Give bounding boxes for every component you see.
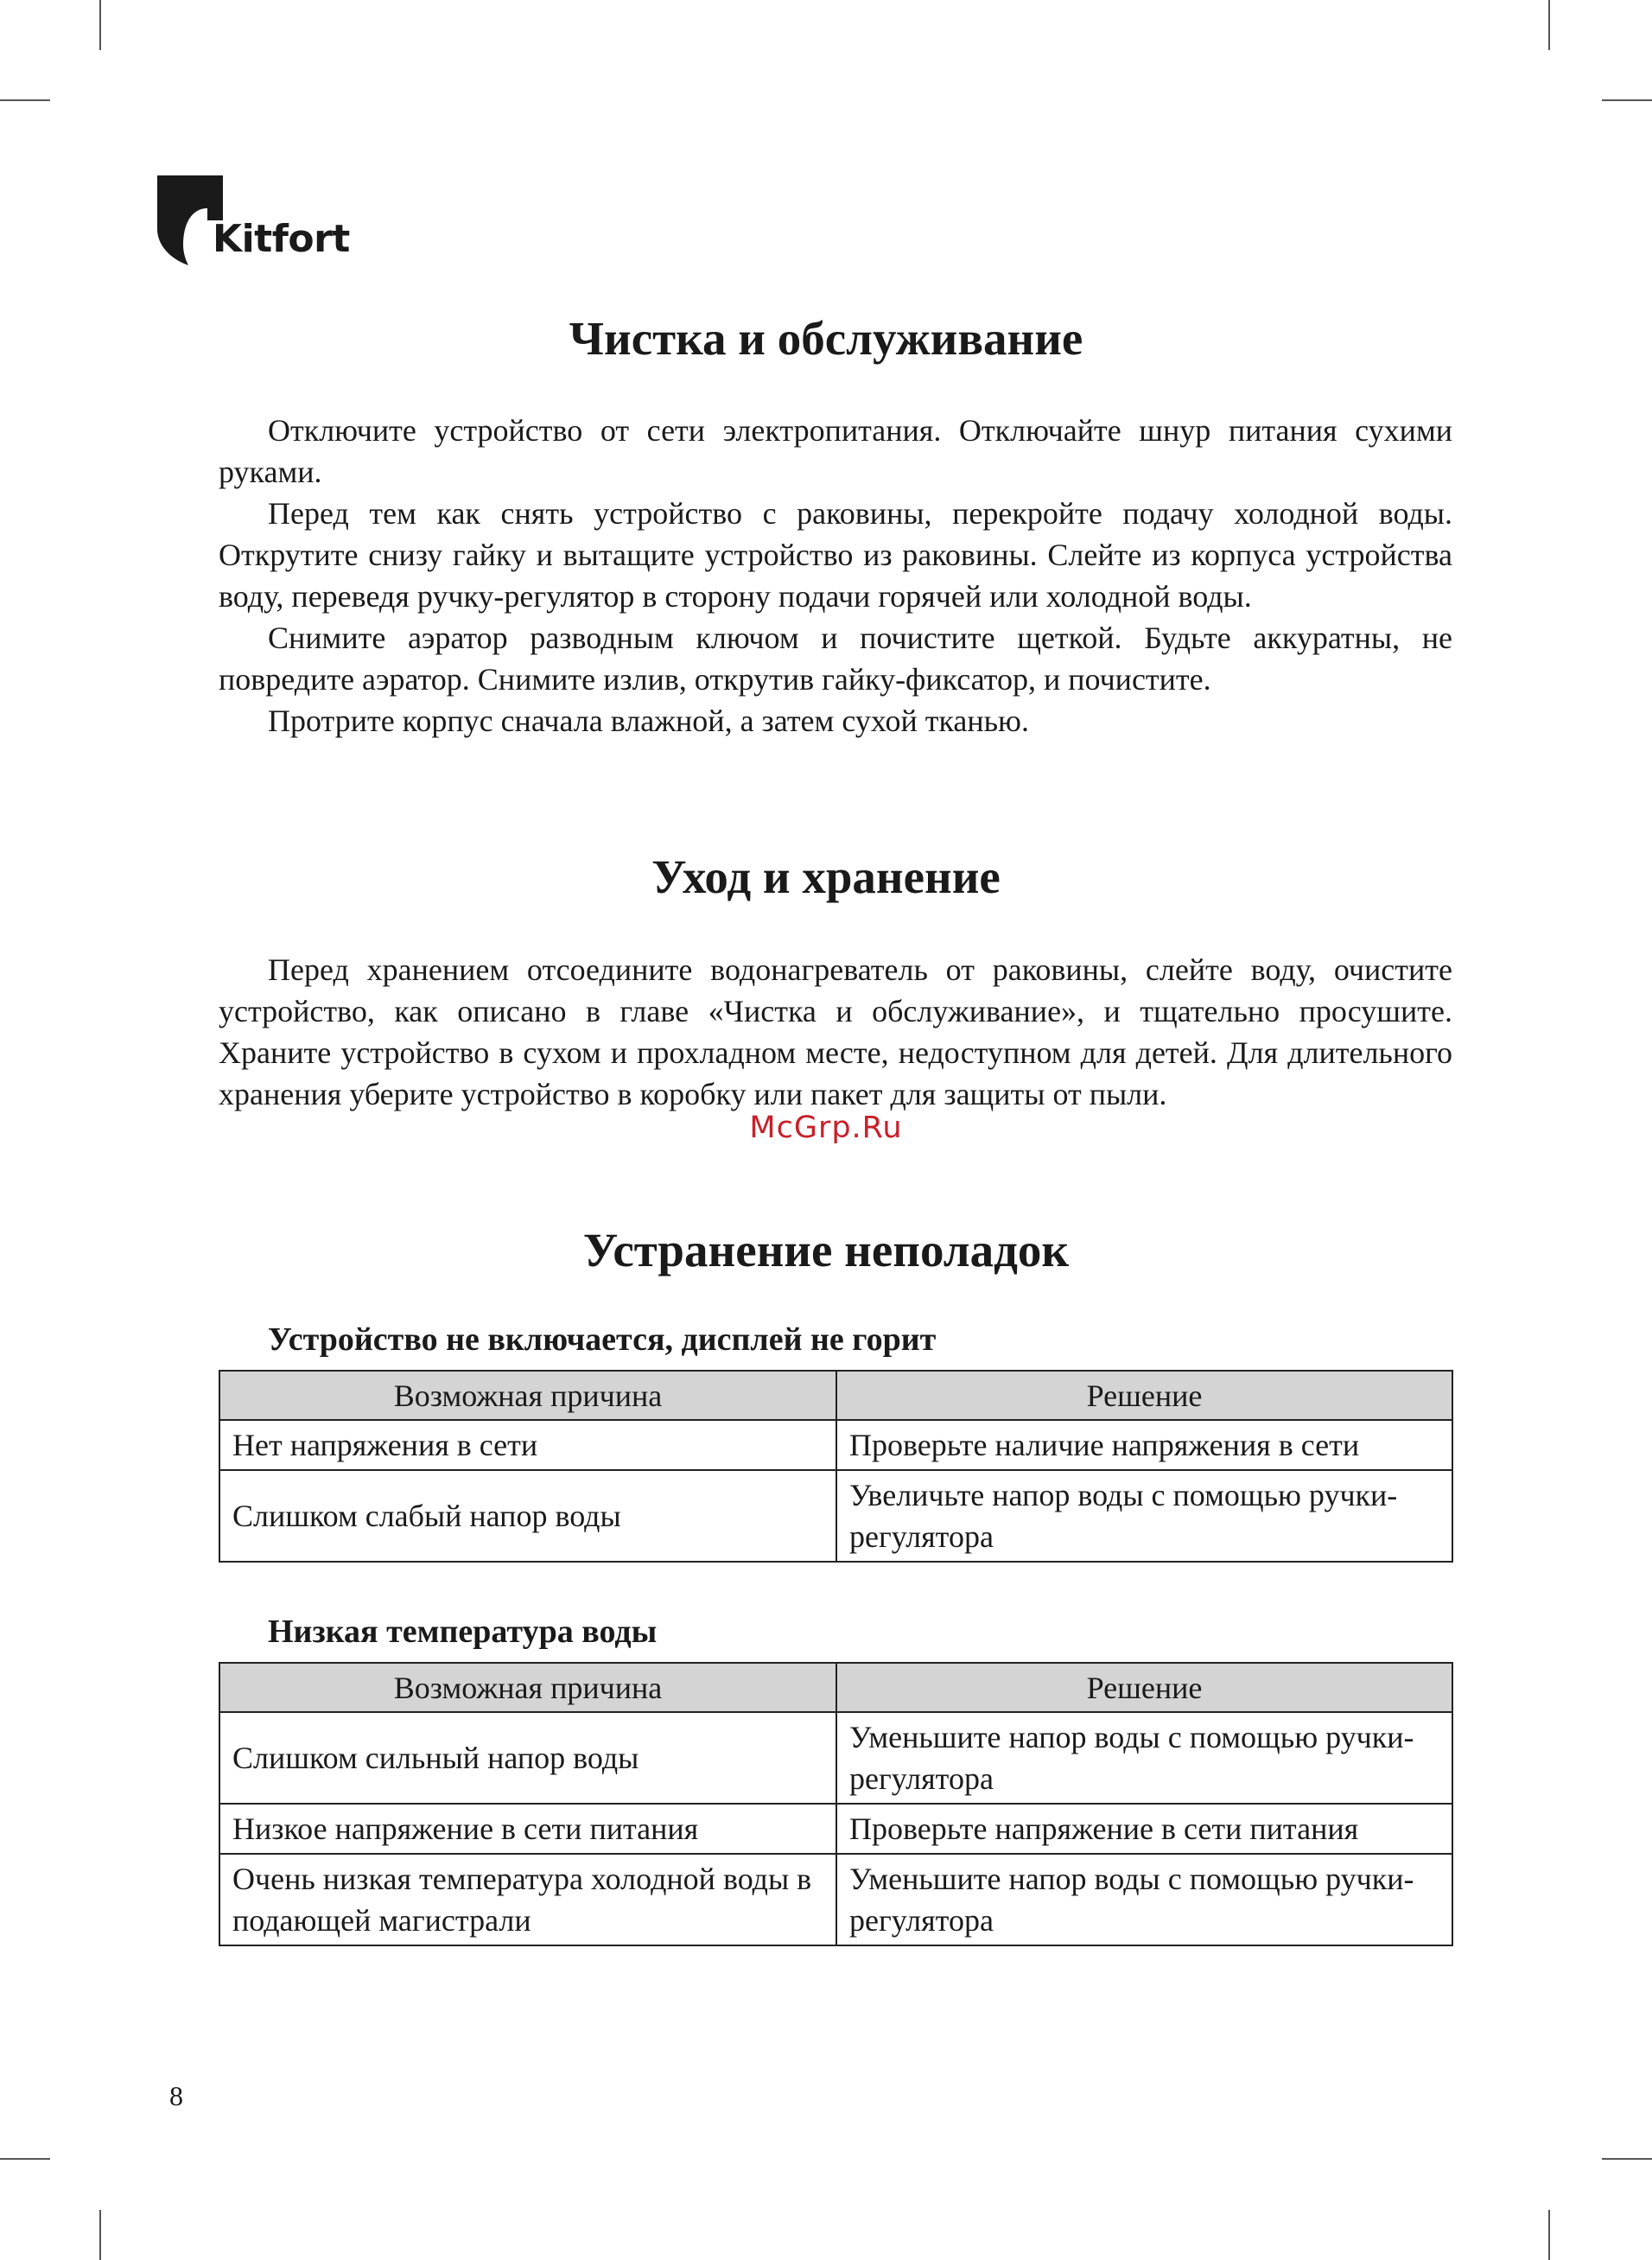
paragraph: Перед тем как снять устройство с раковины, перекройте подачу холодной воды. Открутите снизу гайку и вытащите устройство из раковины. Слейте из корпуса устройства воду, переведя ручку-регулятор в сторону подачи горячей или холодной воды. [219, 496, 1452, 614]
crop-mark [0, 99, 50, 101]
crop-mark [99, 2210, 101, 2260]
solution-cell: Увеличьте напор воды с помощью ручки-регулятора [836, 1470, 1452, 1562]
cause-cell: Очень низкая температура холодной воды в подающей магистрали [219, 1854, 836, 1945]
table-row [219, 1470, 1452, 1562]
table-title: Низкая температура воды [268, 1614, 658, 1650]
header-solution: Решение [836, 1371, 1452, 1420]
table-header-row [219, 1371, 1452, 1420]
paragraph: Протрите корпус сначала влажной, а затем сухой тканью. [268, 703, 1029, 738]
header-cause: Возможная причина [219, 1371, 836, 1420]
table-row [219, 1854, 1452, 1945]
troubleshooting-table-low-temp [219, 1662, 1453, 1946]
cause-cell: Слишком сильный напор воды [219, 1712, 836, 1804]
table-title: Устройство не включается, дисплей не горит [268, 1321, 937, 1358]
cause-cell: Низкое напряжение в сети питания [219, 1804, 836, 1854]
paragraph: Снимите аэратор разводным ключом и почистите щеткой. Будьте аккуратны, не повредите аэратор. Снимите излив, открутив гайку-фиксатор, и почистите. [219, 621, 1452, 697]
crop-mark [1602, 99, 1652, 101]
crop-mark [1602, 2158, 1652, 2160]
header-cause: Возможная причина [219, 1663, 836, 1712]
cause-cell: Слишком слабый напор воды [219, 1470, 836, 1562]
crop-mark [0, 2158, 50, 2160]
solution-cell: Проверьте наличие напряжения в сети [836, 1420, 1452, 1470]
table-row [219, 1712, 1452, 1804]
cause-cell: Нет напряжения в сети [219, 1420, 836, 1470]
table-row [219, 1804, 1452, 1854]
crop-mark [1548, 2210, 1550, 2260]
paragraph: Перед хранением отсоедините водонагреватель от раковины, слейте воду, очистите устройство, как описано в главе «Чистка и обслуживание», и тщательно просушите. Храните устройство в сухом и прохладном месте, недоступном для детей. Для длительного хранения уберите устройство в коробку или пакет для защиты от пыли. [219, 952, 1452, 1111]
storage-title: Уход и хранение [651, 850, 1001, 903]
solution-cell: Уменьшите напор воды с помощью ручки-регулятора [836, 1712, 1452, 1804]
watermark: McGrp.Ru [749, 1111, 903, 1145]
troubleshooting-title: Устранение неполадок [582, 1224, 1070, 1276]
table-header-row [219, 1663, 1452, 1712]
troubleshooting-table-no-power [219, 1370, 1453, 1563]
cleaning-text [219, 410, 1452, 742]
cleaning-title: Чистка и обслуживание [569, 312, 1083, 365]
header-solution: Решение [836, 1663, 1452, 1712]
logo-text: Kitfort [213, 217, 350, 261]
brand-logo [157, 175, 356, 271]
page-number: 8 [169, 2080, 183, 2111]
solution-cell: Проверьте напряжение в сети питания [836, 1804, 1452, 1854]
solution-cell: Уменьшите напор воды с помощью ручки-регулятора [836, 1854, 1452, 1945]
paragraph: Отключите устройство от сети электропитания. Отключайте шнур питания сухими руками. [219, 413, 1452, 489]
storage-text [219, 949, 1452, 1115]
crop-mark [1548, 0, 1550, 50]
table-row [219, 1420, 1452, 1470]
crop-mark [99, 0, 101, 50]
